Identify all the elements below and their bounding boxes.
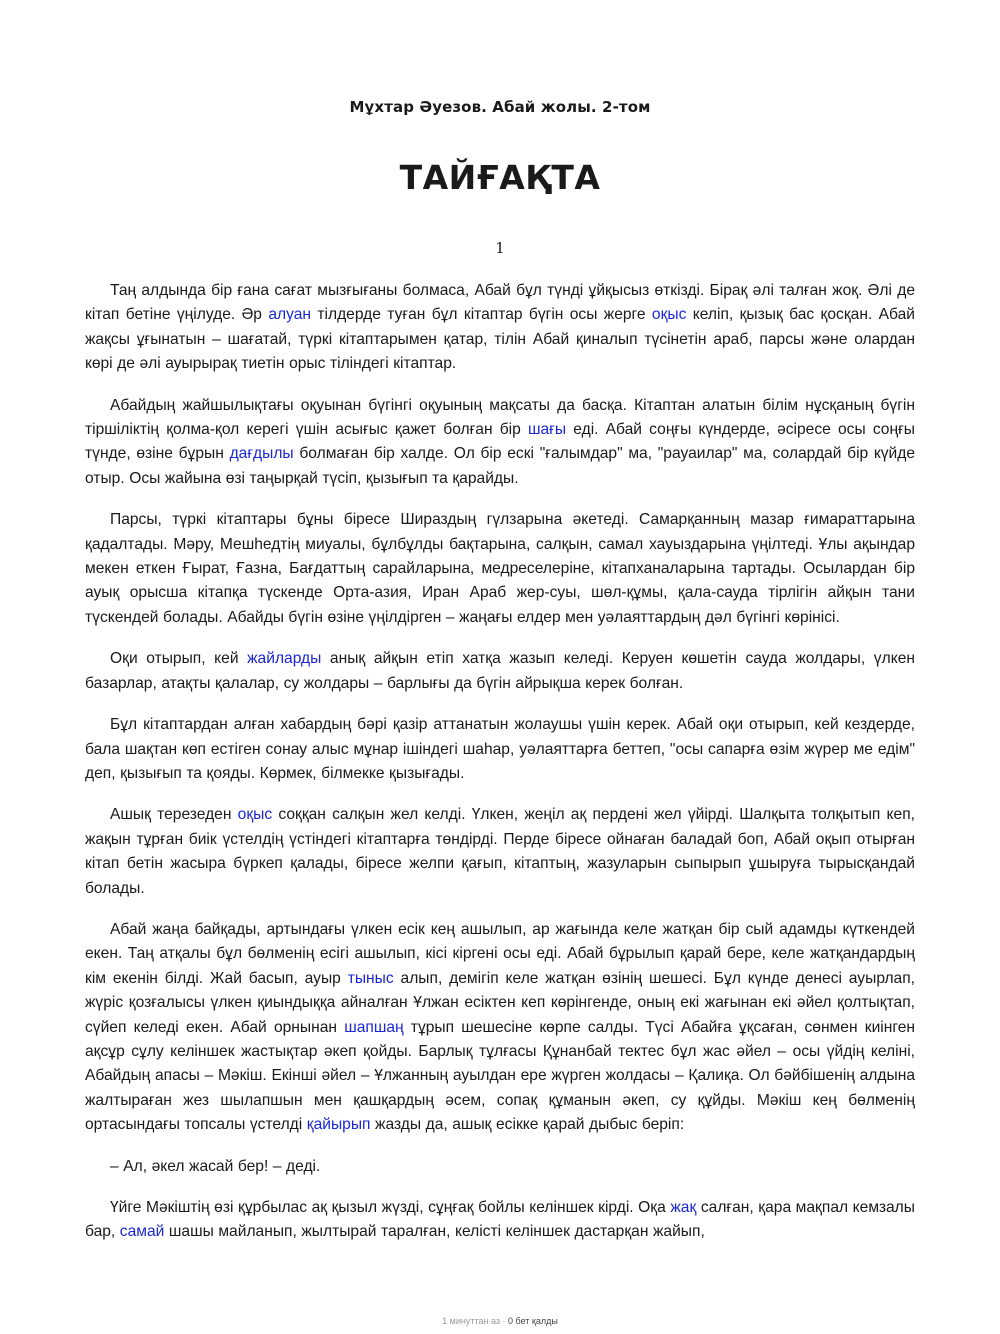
text-run: Бұл кітаптардан алған хабардың бәрі қазір аттанатын жолаушы үшін керек. Абай оқи отырып, кей кездерде, бала шақтан көп естіген сонау алыс мұнар ішіндегі шаһар, уәлаяттарға беттеп, "осы сапарға өзім жүрер ме едім" деп, қызығып та қояды. Көрмек, білмекке қызығады.	[85, 716, 915, 782]
text-run: Абайдың жайшылықтағы оқуынан бүгінгі оқуының мақсаты да басқа. Кітаптан алатын білім нұсқаның бүгін тіршіліктің қолма-қол керегі үшін асығыс қажет болған бір	[85, 396, 915, 439]
text-run: – Ал, әкел жасай бер! – деді.	[110, 1157, 321, 1175]
dictionary-link[interactable]: оқыс	[651, 306, 687, 324]
dictionary-link[interactable]: қайырып	[306, 1116, 371, 1134]
text-run: Абай жаңа байқады, артындағы үлкен есік кең ашылып, ар жағында келе жатқан бір сый адамды күткендей екен. Таң атқалы бұл бөлменің есігі ашылып, кісі кіргені осы еді. Абай бұрылып қарай бере, келе жатқандардың кім екенін білді. Жай басып, ауыр	[85, 920, 915, 987]
paragraph	[85, 279, 915, 377]
dictionary-link[interactable]: тыныс	[347, 969, 394, 987]
time-left: 1 минуттан аз	[442, 1316, 501, 1326]
paragraph	[85, 1196, 915, 1245]
text-run: анық айқын етіп хатқа жазып келеді. Керуен көшетін сауда жолдары, үлкен базарлар, атақты қалалар, су жолдары – барлығы да бүгін айрықша керек болған.	[85, 650, 915, 692]
footer-separator: ·	[500, 1316, 509, 1326]
text-run: Ашық терезеден	[110, 806, 238, 824]
dictionary-link[interactable]: жақ	[670, 1199, 697, 1216]
text-run: Үйге Мәкіштің өзі құрбылас ақ қызыл жүзді, сұңғақ бойлы келіншек кірді. Оқа	[110, 1199, 671, 1216]
text-run: еді. Абай соңғы күндерде, әсіресе осы соңғы түнде, өзіне бұрын	[85, 421, 915, 463]
chapter-number: 1	[495, 239, 505, 257]
dictionary-link[interactable]: жайларды	[247, 650, 322, 668]
text-run: тұрып шешесіне көрпе салды. Түсі Абайға ұқсаған, сөнмен киінген ақсұр сұлу келіншек жастықтар әкеп қойды. Барлық тұлғасы Құнанбай тектес бұл жас әйел – осы үйдің келіні, Абайдың апасы – Мәкіш. Екінші әйел – Ұлжанның ауылдан ере жүрген жолдасы – Қалиқа. Ол бәйбішенің алдына жалтыраған жез шылапшын мен қашқардың әсем, сопақ құманын әкеп, су құйды. Мәкіш кең бөлменің ортасындағы топсалы үстелді	[85, 1018, 915, 1134]
dictionary-link[interactable]: шапшаң	[344, 1018, 404, 1036]
dictionary-link[interactable]: оқыс	[237, 806, 273, 824]
dictionary-link[interactable]: алуан	[268, 306, 312, 324]
text-run: салған, қара мақпал кемзалы бар,	[85, 1199, 915, 1241]
text-run: Парсы, түркі кітаптары бұны біресе Шираздың гүлзарына әкетеді. Самарқанның мазар ғимараттарына қадалтады. Мәру, Мешһедтің миуалы, бұлбұлды бақтарына, салқын, самал хауыздарына үңілтеді. Ұлы ақындар мекен еткен Ғырат, Ғазна, Бағдаттың сарайларына, медреселеріне, кітапханаларына тартады. Осылардан бір ауық орысша кітапқа түскенде Орта-азия, Иран Араб жер-суы, шөл-құмы, қала-сауда тірлігін айқын тани түскендей болады. Абайды бүгін өзіне үңілдірген – жаңағы елдер мен уәлаяттардың дәл бүгінгі көрінісі.	[85, 511, 915, 626]
reading-progress	[0, 1316, 1000, 1326]
paragraph	[85, 508, 915, 630]
text-run: Таң алдында бір ғана сағат мызғығаны болмаса, Абай бұл түнді ұйқысыз өткізді. Бірақ әлі талған жоқ. Әлі де кітап бетіне үңілуде. Әр	[85, 282, 915, 324]
paragraph	[85, 918, 915, 1138]
text-run: шашы майланып, жылтырай таралған, келісті келіншек дастарқан жайып,	[164, 1223, 705, 1241]
chapter-title: ТАЙҒАҚТА	[399, 158, 601, 197]
paragraph	[85, 713, 915, 786]
paragraph	[85, 647, 915, 696]
paragraph	[85, 803, 915, 901]
text-run: тілдерде туған бұл кітаптар бүгін осы жерге	[311, 306, 652, 324]
pages-left: 0 бет қалды	[508, 1316, 558, 1326]
dictionary-link[interactable]: самай	[119, 1223, 165, 1241]
dictionary-link[interactable]: дағдылы	[229, 445, 294, 463]
text-run: Оқи отырып, кей	[110, 650, 248, 668]
chapter-text	[85, 279, 915, 1245]
book-title: Мұхтар Әуезов. Абай жолы. 2-том	[349, 98, 651, 116]
text-run: жазды да, ашық есікке қарай дыбыс беріп:	[370, 1116, 685, 1134]
paragraph	[85, 394, 915, 492]
text-run: соққан салқын жел келді. Үлкен, жеңіл ақ пердені жел үйірді. Шалқыта толқытып кеп, жақын тұрған биік үстелдің үстіндегі кітаптарға төндірді. Перде біресе ойнаған баладай боп, Абай оқып отырған кітап бетін жасыра бүркеп қалады, біресе желпи қағып, кітаптың, жазуларын сыпырып ұшыруға тырысқандай болады.	[85, 806, 915, 897]
text-run: келіп, қызық бас қосқан. Абай жақсы ұғынатын – шағатай, түркі кітаптарымен қатар, тілін Абай қиналып түсінетін араб, парсы және олардан көрі де әлі ауырырақ тиетін орыс тіліндегі кітаптар.	[85, 306, 915, 373]
paragraph	[85, 1155, 915, 1179]
dictionary-link[interactable]: шағы	[528, 421, 567, 439]
text-run: алып, демігіп келе жатқан өзінің шешесі. Бұл күнде денесі ауырлап, жүріс қозғалысы үлкен қиындыққа айналған Ұлжан есіктен кеп көрінгенде, оның екі жағынан екі әйел қолтықтап, сүйеп келеді екен. Абай орнынан	[85, 969, 916, 1036]
text-run: болмаған бір халде. Ол бір ескі "ғалымдар" ма, "рауаилар" ма, солардай бір күйде отыр. Осы жайына өзі таңырқай түсіп, қызығып та қарайды.	[85, 445, 916, 487]
